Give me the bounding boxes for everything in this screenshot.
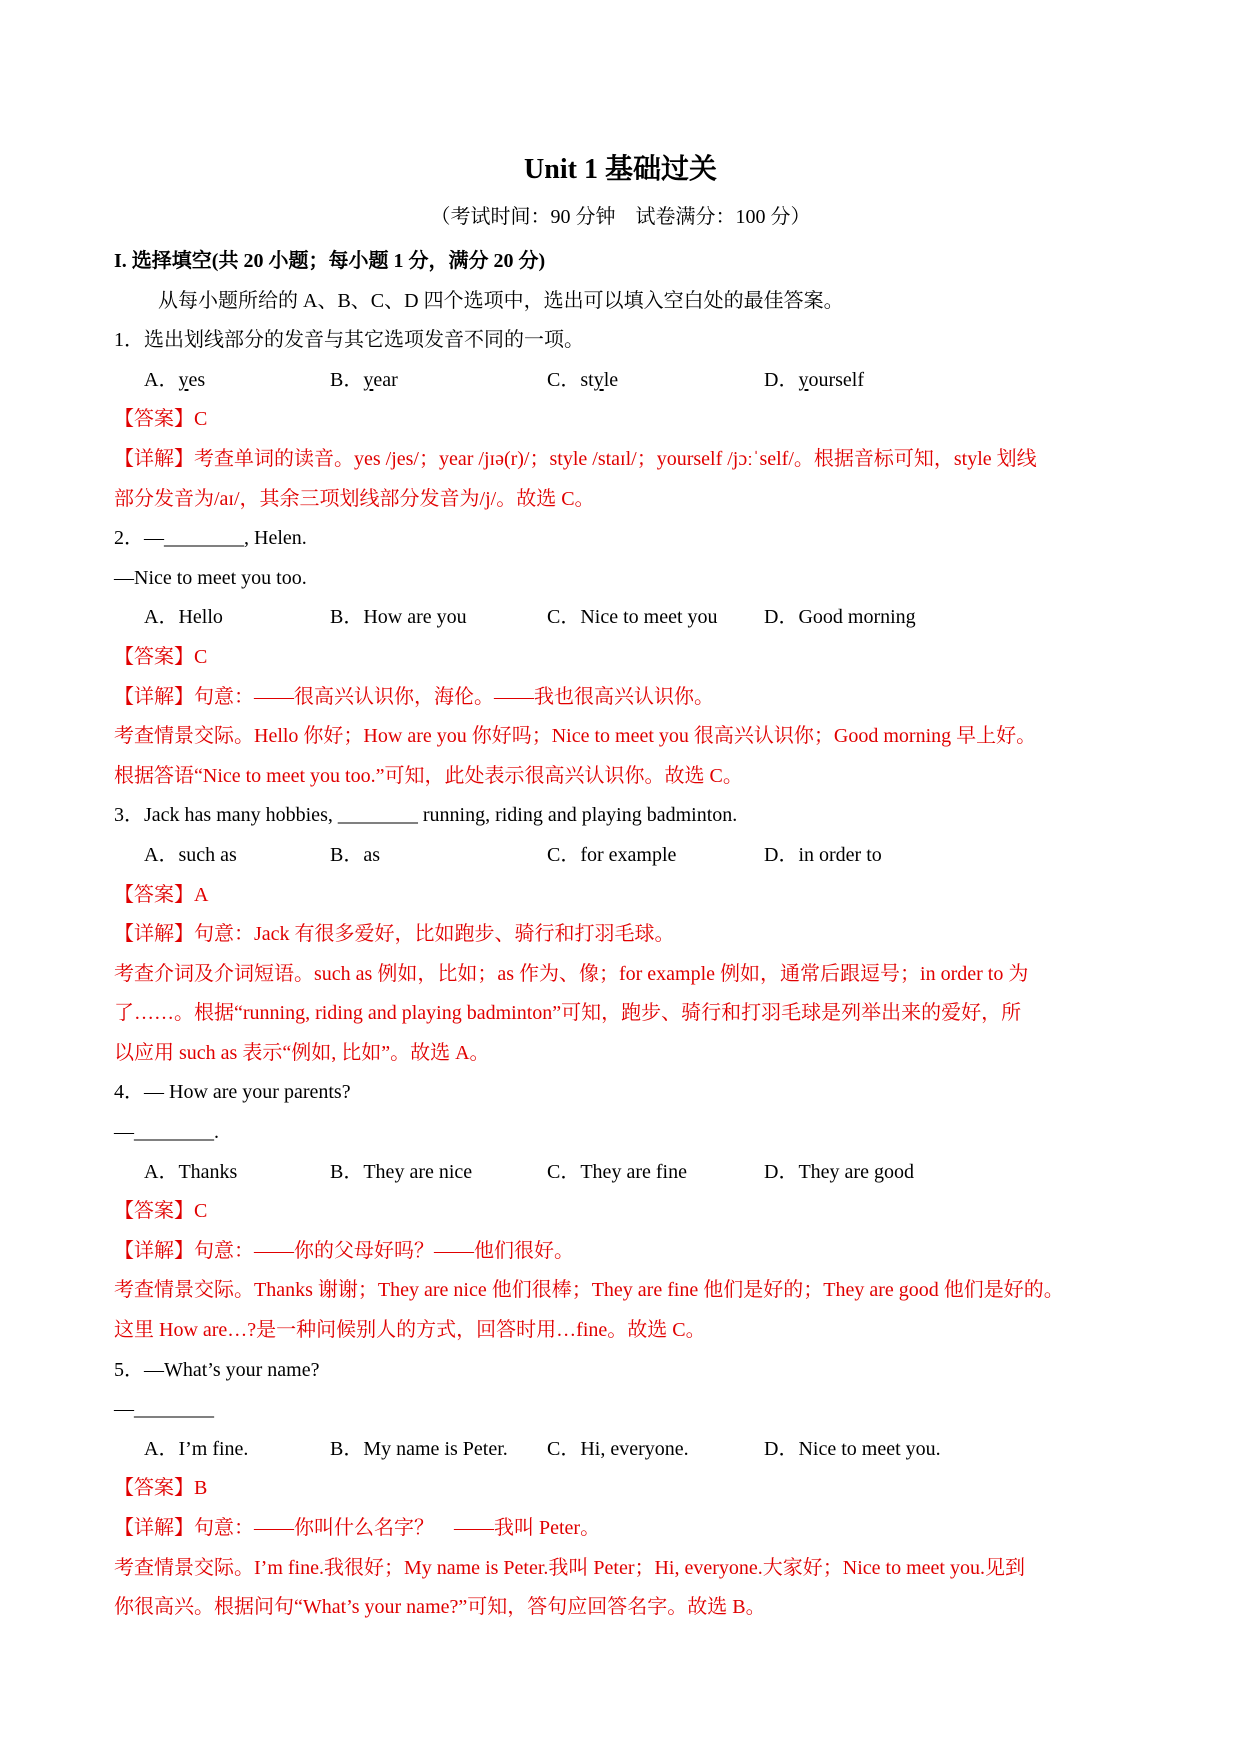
option bbox=[144, 361, 330, 401]
answer-line bbox=[114, 876, 1144, 916]
option-letter: B． bbox=[330, 843, 364, 866]
answer-value: A bbox=[194, 883, 209, 906]
options-row bbox=[114, 1430, 1144, 1470]
option-letter: C． bbox=[547, 1437, 581, 1460]
answer-value: C bbox=[194, 408, 208, 431]
detail-text: 句意：Jack 有很多爱好，比如跑步、骑行和打羽毛球。 bbox=[194, 923, 675, 946]
detail-line bbox=[114, 1311, 1144, 1351]
option bbox=[330, 836, 547, 876]
option-letter: D． bbox=[764, 843, 799, 866]
detail-text: 考查介词及介词短语。such as 例如，比如；as 作为、像；for example 例如，通常后跟逗号；in order to 为 bbox=[114, 962, 1029, 985]
option-letter: C． bbox=[547, 843, 581, 866]
answer-value: B bbox=[194, 1477, 208, 1500]
answer-line bbox=[114, 1469, 1144, 1509]
question-block bbox=[114, 321, 1144, 519]
answer-line bbox=[114, 400, 1144, 440]
option-underlined-part: y bbox=[798, 368, 809, 391]
option bbox=[330, 1430, 547, 1470]
option bbox=[144, 1153, 330, 1193]
detail-text: 考查情景交际。I’m fine.我很好；My name is Peter.我叫 Peter；Hi, everyone.大家好；Nice to meet you.见到 bbox=[114, 1556, 1025, 1579]
detail-text: 考查情景交际。Hello 你好；How are you 你好吗；Nice to meet you 很高兴认识你；Good morning 早上好。 bbox=[114, 725, 1037, 748]
question-stem: 5．—What’s your name? bbox=[114, 1358, 320, 1381]
question-stem: —Nice to meet you too. bbox=[114, 566, 307, 589]
option-letter: A． bbox=[144, 368, 179, 391]
option-text: Hi, everyone. bbox=[580, 1437, 689, 1460]
question-block bbox=[114, 519, 1144, 796]
option-text: How are you bbox=[363, 606, 467, 629]
option-text: as bbox=[363, 843, 381, 866]
option bbox=[547, 598, 764, 638]
detail-text: 句意：——很高兴认识你，海伦。——我也很高兴认识你。 bbox=[194, 685, 714, 708]
detail-line bbox=[114, 480, 1144, 520]
detail-line bbox=[114, 1034, 1144, 1074]
option-letter: D． bbox=[764, 1160, 799, 1183]
detail-text: 了……。根据“running, riding and playing badminton”可知，跑步、骑行和打羽毛球是列举出来的爱好，所 bbox=[114, 1002, 1022, 1025]
detail-line bbox=[114, 678, 1144, 718]
option-text: They are fine bbox=[580, 1160, 687, 1183]
section-heading: I. 选择填空(共 20 小题；每小题 1 分，满分 20 分) bbox=[114, 250, 546, 272]
option-text-rest: le bbox=[603, 368, 619, 391]
option-letter: A． bbox=[144, 1437, 179, 1460]
option-underlined-part: y bbox=[363, 368, 374, 391]
option-letter: A． bbox=[144, 843, 179, 866]
options-row bbox=[114, 598, 1144, 638]
detail-line bbox=[114, 1588, 1144, 1628]
option bbox=[144, 1430, 330, 1470]
option-letter: C． bbox=[547, 368, 581, 391]
detail-line bbox=[114, 955, 1144, 995]
answer-tag: 【答案】 bbox=[114, 883, 194, 906]
detail-tag: 【详解】 bbox=[114, 685, 194, 708]
detail-line bbox=[114, 1232, 1144, 1272]
answer-value: C bbox=[194, 1200, 208, 1223]
option-text: st bbox=[580, 368, 594, 391]
detail-line bbox=[114, 915, 1144, 955]
option-letter: B． bbox=[330, 1437, 364, 1460]
option-letter: D． bbox=[764, 606, 799, 629]
option-text: in order to bbox=[798, 843, 882, 866]
detail-text: 部分发音为/aɪ/，其余三项划线部分发音为/j/。故选 C。 bbox=[114, 487, 595, 510]
option-text-rest: ourself bbox=[808, 368, 864, 391]
detail-line bbox=[114, 994, 1144, 1034]
detail-text: 句意：——你的父母好吗？——他们很好。 bbox=[194, 1239, 574, 1262]
question-block bbox=[114, 1351, 1144, 1628]
detail-text: 句意：——你叫什么名字？ ——我叫 Peter。 bbox=[194, 1517, 601, 1539]
detail-text: 根据答语“Nice to meet you too.”可知，此处表示很高兴认识你。故选 C。 bbox=[114, 764, 743, 787]
document-body bbox=[114, 242, 1144, 1628]
option-letter: A． bbox=[144, 606, 179, 629]
options-row bbox=[114, 361, 1144, 401]
option bbox=[330, 1153, 547, 1193]
option bbox=[144, 598, 330, 638]
option bbox=[547, 836, 764, 876]
option bbox=[330, 598, 547, 638]
detail-text: 以应用 such as 表示“例如, 比如”。故选 A。 bbox=[114, 1041, 490, 1064]
question-stem: 2．—________, Helen. bbox=[114, 527, 307, 550]
option-text: Good morning bbox=[798, 606, 916, 629]
option bbox=[547, 361, 764, 401]
answer-tag: 【答案】 bbox=[114, 408, 194, 431]
option-text: My name is Peter. bbox=[363, 1437, 508, 1460]
option-letter: B． bbox=[330, 606, 364, 629]
option bbox=[330, 361, 547, 401]
option-text: such as bbox=[178, 843, 237, 866]
option-letter: C． bbox=[547, 606, 581, 629]
option-text: for example bbox=[580, 843, 677, 866]
option-letter: D． bbox=[764, 368, 799, 391]
option bbox=[764, 598, 1004, 638]
option-letter: C． bbox=[547, 1160, 581, 1183]
question-stem: —________ bbox=[114, 1398, 214, 1421]
answer-line bbox=[114, 638, 1144, 678]
exam-info: （考试时间：90 分钟 试卷满分：100 分） bbox=[430, 206, 811, 228]
answer-tag: 【答案】 bbox=[114, 645, 194, 668]
option bbox=[547, 1430, 764, 1470]
option-text-rest: es bbox=[188, 368, 206, 391]
option-text: Thanks bbox=[178, 1160, 238, 1183]
question-list bbox=[114, 321, 1144, 1628]
option-text: I’m fine. bbox=[178, 1437, 249, 1460]
section-instruction: 从每小题所给的 A、B、C、D 四个选项中，选出可以填入空白处的最佳答案。 bbox=[158, 289, 844, 312]
question-stem: —________. bbox=[114, 1121, 219, 1144]
option-underlined-part: y bbox=[593, 368, 604, 391]
question-stem: 1．选出划线部分的发音与其它选项发音不同的一项。 bbox=[114, 329, 584, 352]
detail-tag: 【详解】 bbox=[114, 923, 194, 946]
option-letter: B． bbox=[330, 1160, 364, 1183]
option bbox=[764, 361, 1004, 401]
answer-line bbox=[114, 1192, 1144, 1232]
option-text: Nice to meet you bbox=[580, 606, 718, 629]
detail-line bbox=[114, 717, 1144, 757]
option-text: Nice to meet you. bbox=[798, 1437, 941, 1460]
question-block bbox=[114, 796, 1144, 1073]
option-letter: D． bbox=[764, 1437, 799, 1460]
detail-line bbox=[114, 1509, 1144, 1549]
option bbox=[547, 1153, 764, 1193]
detail-text: 考查单词的读音。yes /jes/；year /jɪə(r)/；style /staɪl/；yourself /jɔːˈself/。根据音标可知，style 划线 bbox=[194, 447, 1037, 470]
detail-line bbox=[114, 440, 1144, 480]
detail-tag: 【详解】 bbox=[114, 447, 194, 470]
option-text-rest: ear bbox=[373, 368, 398, 391]
detail-tag: 【详解】 bbox=[114, 1517, 194, 1539]
detail-text: 考查情景交际。Thanks 谢谢；They are nice 他们很棒；They are fine 他们是好的；They are good 他们是好的。 bbox=[114, 1279, 1064, 1302]
options-row bbox=[114, 1153, 1144, 1193]
option-text: They are nice bbox=[363, 1160, 473, 1183]
option-text: Hello bbox=[178, 606, 223, 629]
option-letter: B． bbox=[330, 368, 364, 391]
option-underlined-part: y bbox=[178, 368, 189, 391]
detail-line bbox=[114, 1549, 1144, 1589]
answer-tag: 【答案】 bbox=[114, 1477, 194, 1500]
question-block bbox=[114, 1073, 1144, 1350]
option-letter: A． bbox=[144, 1160, 179, 1183]
detail-line bbox=[114, 1271, 1144, 1311]
question-stem: 4．— How are your parents? bbox=[114, 1081, 351, 1104]
answer-value: C bbox=[194, 645, 208, 668]
option bbox=[764, 1430, 1004, 1470]
detail-line bbox=[114, 757, 1144, 797]
detail-text: 你很高兴。根据问句“What’s your name?”可知，答句应回答名字。故选 B。 bbox=[114, 1596, 766, 1619]
detail-tag: 【详解】 bbox=[114, 1239, 194, 1262]
page-title: Unit 1 基础过关 bbox=[524, 154, 717, 185]
option bbox=[764, 836, 1004, 876]
options-row bbox=[114, 836, 1144, 876]
question-stem: 3．Jack has many hobbies, ________ running, riding and playing badminton. bbox=[114, 804, 738, 827]
answer-tag: 【答案】 bbox=[114, 1200, 194, 1223]
detail-text: 这里 How are…?是一种问候别人的方式，回答时用…fine。故选 C。 bbox=[114, 1319, 706, 1342]
option bbox=[144, 836, 330, 876]
option bbox=[764, 1153, 1004, 1193]
option-text: They are good bbox=[798, 1160, 914, 1183]
